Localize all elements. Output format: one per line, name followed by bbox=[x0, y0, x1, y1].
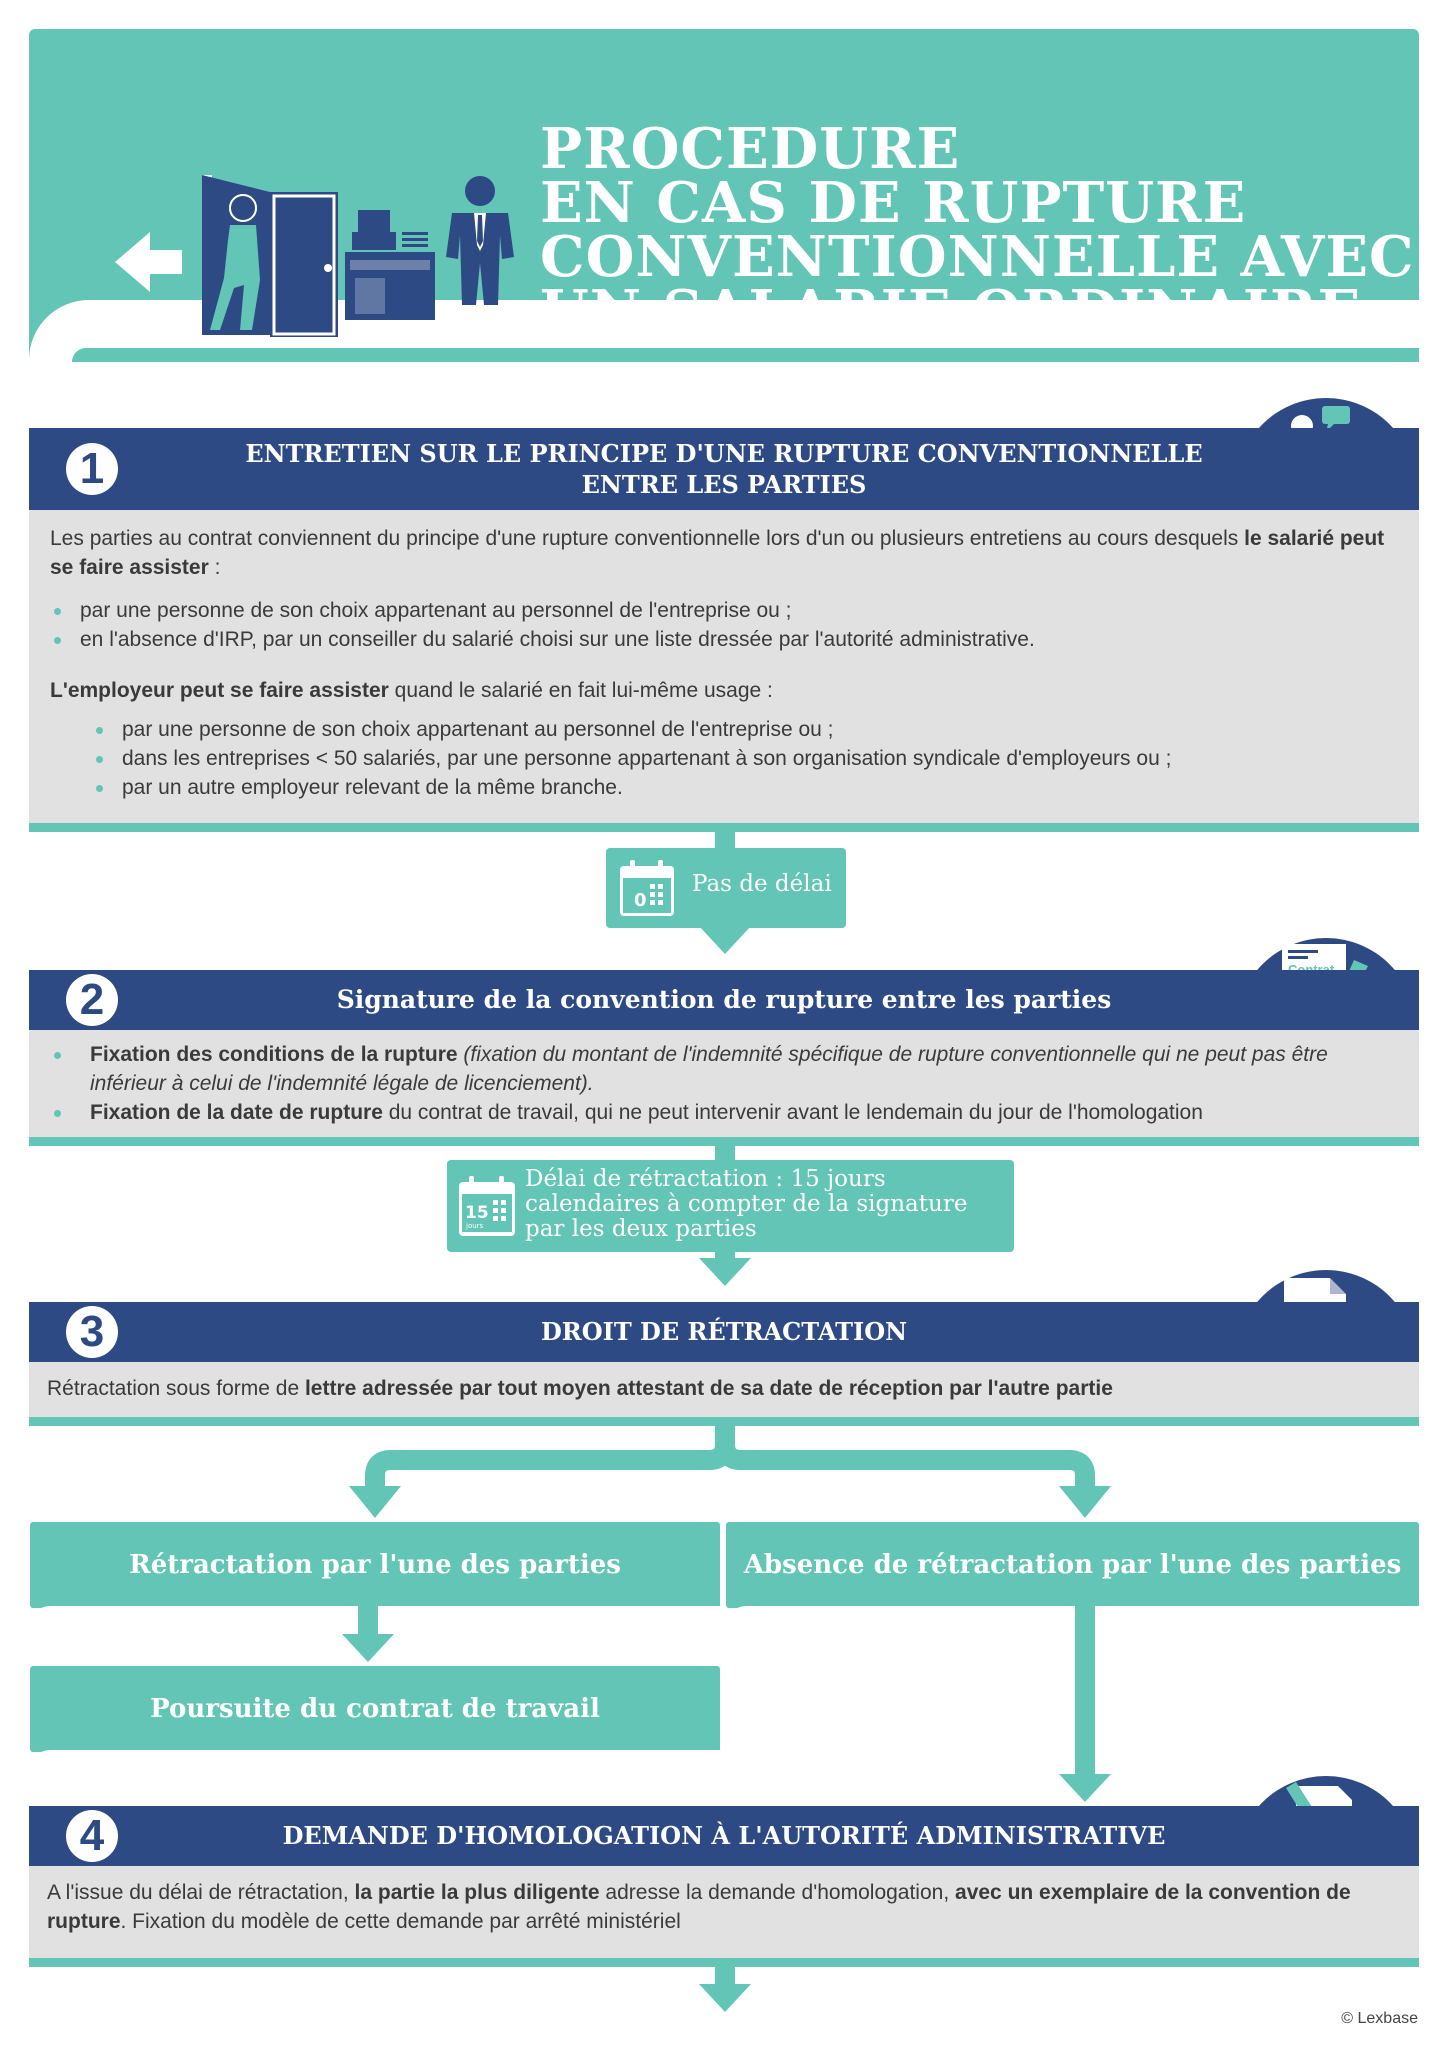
title-line-2: EN CAS DE RUPTURE bbox=[540, 170, 1247, 236]
branch-connector bbox=[29, 1424, 1419, 1524]
step3-text: Rétractation sous forme de bbox=[47, 1377, 305, 1400]
step3-header bbox=[29, 1302, 1419, 1362]
continue-tail bbox=[30, 1750, 720, 1770]
businessman-icon bbox=[440, 175, 520, 315]
continue-contract-box: Poursuite du contrat de travail bbox=[30, 1666, 720, 1752]
left-arrow-icon bbox=[115, 232, 182, 292]
step4-number: 4 bbox=[66, 1810, 118, 1862]
step1-title-line2: ENTRE LES PARTIES bbox=[581, 470, 867, 499]
arrow-down-icon bbox=[699, 1984, 751, 2012]
branch-right-tail bbox=[726, 1606, 1419, 1626]
step2-panel bbox=[29, 1030, 1419, 1137]
title-line-3: CONVENTIONNELLE AVEC bbox=[540, 224, 1415, 290]
step3-number: 3 bbox=[66, 1306, 118, 1358]
calendar-unit: jours bbox=[466, 1222, 484, 1230]
step1-title-line1: ENTRETIEN SUR LE PRINCIPE D'UNE RUPTURE CONVENTIONNELLE bbox=[245, 439, 1203, 468]
title-line-1: PROCEDURE bbox=[540, 116, 961, 182]
employer-assist-list bbox=[50, 715, 1399, 802]
step2-number: 2 bbox=[66, 974, 118, 1026]
step1-panel bbox=[29, 510, 1419, 823]
arrow-down-icon bbox=[342, 1634, 394, 1662]
list-item: dans les entreprises < 50 salariés, par une personne appartenant à son organisation syndicale d'employeurs ou ; bbox=[92, 744, 1399, 773]
list-item bbox=[50, 1098, 1399, 1127]
step1-intro-bold: le salarié peut se faire assister bbox=[50, 527, 1385, 579]
step1-intro-end: : bbox=[208, 556, 221, 579]
connector-right bbox=[1075, 1606, 1095, 1776]
step3-text-bold: lettre adressée par tout moyen attestant de sa date de réception par l'autre partie bbox=[304, 1377, 1113, 1400]
delay-label: Pas de délai bbox=[692, 871, 832, 897]
calendar-digit: 0 bbox=[634, 890, 647, 911]
step4-text-2: la partie la plus diligente bbox=[354, 1881, 600, 1904]
step1-number: 1 bbox=[66, 443, 118, 495]
rupture-conditions-list bbox=[50, 1040, 1399, 1127]
connector-4 bbox=[715, 1966, 735, 1986]
header-illustration bbox=[110, 170, 450, 340]
branch-retraction: Rétractation par l'une des parties bbox=[30, 1522, 720, 1608]
arrow-down-icon bbox=[699, 926, 751, 954]
employee-assist-list bbox=[50, 596, 1399, 654]
list-item: par un autre employeur relevant de la même branche. bbox=[92, 773, 1399, 802]
desk-icon bbox=[345, 210, 435, 320]
list-item bbox=[50, 1040, 1399, 1098]
step4-header bbox=[29, 1806, 1419, 1866]
connector-left bbox=[358, 1606, 378, 1636]
step2-panel-edge bbox=[29, 1137, 1419, 1146]
employer-assist-intro bbox=[50, 676, 1399, 705]
delay-line-2: calendaires à compter de la signature bbox=[525, 1191, 968, 1217]
copyright: © Lexbase bbox=[1341, 2010, 1418, 2027]
step4-text-4: avec un exemplaire de la convention de rupture bbox=[47, 1881, 1351, 1933]
header-underline bbox=[72, 348, 1419, 362]
list-item: par une personne de son choix appartenant au personnel de l'entreprise ou ; bbox=[50, 596, 1399, 625]
door-exit-icon bbox=[202, 175, 338, 337]
list-item: par une personne de son choix appartenant au personnel de l'entreprise ou ; bbox=[92, 715, 1399, 744]
arrow-down-icon bbox=[699, 1258, 751, 1286]
delay-retraction bbox=[447, 1160, 1014, 1252]
step3-title: DROIT DE RÉTRACTATION bbox=[540, 1317, 908, 1346]
arrow-down-icon bbox=[1059, 1774, 1111, 1802]
delay-line-1: Délai de rétractation : 15 jours bbox=[525, 1166, 886, 1192]
delay-no-delay bbox=[606, 848, 846, 928]
step4-text-3: adresse la demande d'homologation, bbox=[599, 1881, 956, 1904]
step2-title: Signature de la convention de rupture entre les parties bbox=[336, 985, 1112, 1014]
calendar-icon bbox=[618, 858, 676, 918]
branch-no-retraction: Absence de rétractation par l'une des parties bbox=[726, 1522, 1419, 1608]
step1-panel-edge bbox=[29, 823, 1419, 832]
employer-rest: quand le salarié en fait lui-même usage : bbox=[388, 679, 773, 702]
employer-bold: L'employeur peut se faire assister bbox=[50, 679, 389, 702]
step1-intro-text: Les parties au contrat conviennent du principe d'une rupture conventionnelle lors d'un ou plusieurs entretiens au cours desquels bbox=[50, 527, 1245, 550]
step3-panel bbox=[29, 1362, 1419, 1417]
calendar-digit: 15 bbox=[465, 1203, 489, 1223]
step1-header bbox=[29, 428, 1419, 510]
delay-retraction-text bbox=[525, 1167, 967, 1242]
calendar-15-icon bbox=[457, 1174, 517, 1238]
step2-header bbox=[29, 970, 1419, 1030]
step4-title: DEMANDE D'HOMOLOGATION À L'AUTORITÉ ADMINISTRATIVE bbox=[282, 1821, 1166, 1850]
list-item: en l'absence d'IRP, par un conseiller du salarié choisi sur une liste dressée par l'autorité administrative. bbox=[50, 625, 1399, 654]
condition-detail: (fixation du montant de l'indemnité spécifique de rupture conventionnelle qui ne peut pas être inférieur à celui de l'indemnité légale de licenciement). bbox=[90, 1043, 1328, 1095]
date-detail: du contrat de travail, qui ne peut intervenir avant le lendemain du jour de l'homologation bbox=[382, 1101, 1203, 1124]
title-line-4: UN SALARIE ORDINAIRE bbox=[540, 278, 1362, 344]
step1-intro bbox=[50, 524, 1399, 582]
step4-panel bbox=[29, 1866, 1419, 1958]
page-title bbox=[540, 116, 1415, 344]
date-bold: Fixation de la date de rupture bbox=[90, 1101, 383, 1124]
condition-bold: Fixation des conditions de la rupture bbox=[90, 1043, 458, 1066]
step4-text-5: . Fixation du modèle de cette demande par arrêté ministériel bbox=[120, 1910, 681, 1933]
delay-line-3: par les deux parties bbox=[525, 1216, 757, 1242]
step4-text-1: A l'issue du délai de rétractation, bbox=[47, 1881, 355, 1904]
